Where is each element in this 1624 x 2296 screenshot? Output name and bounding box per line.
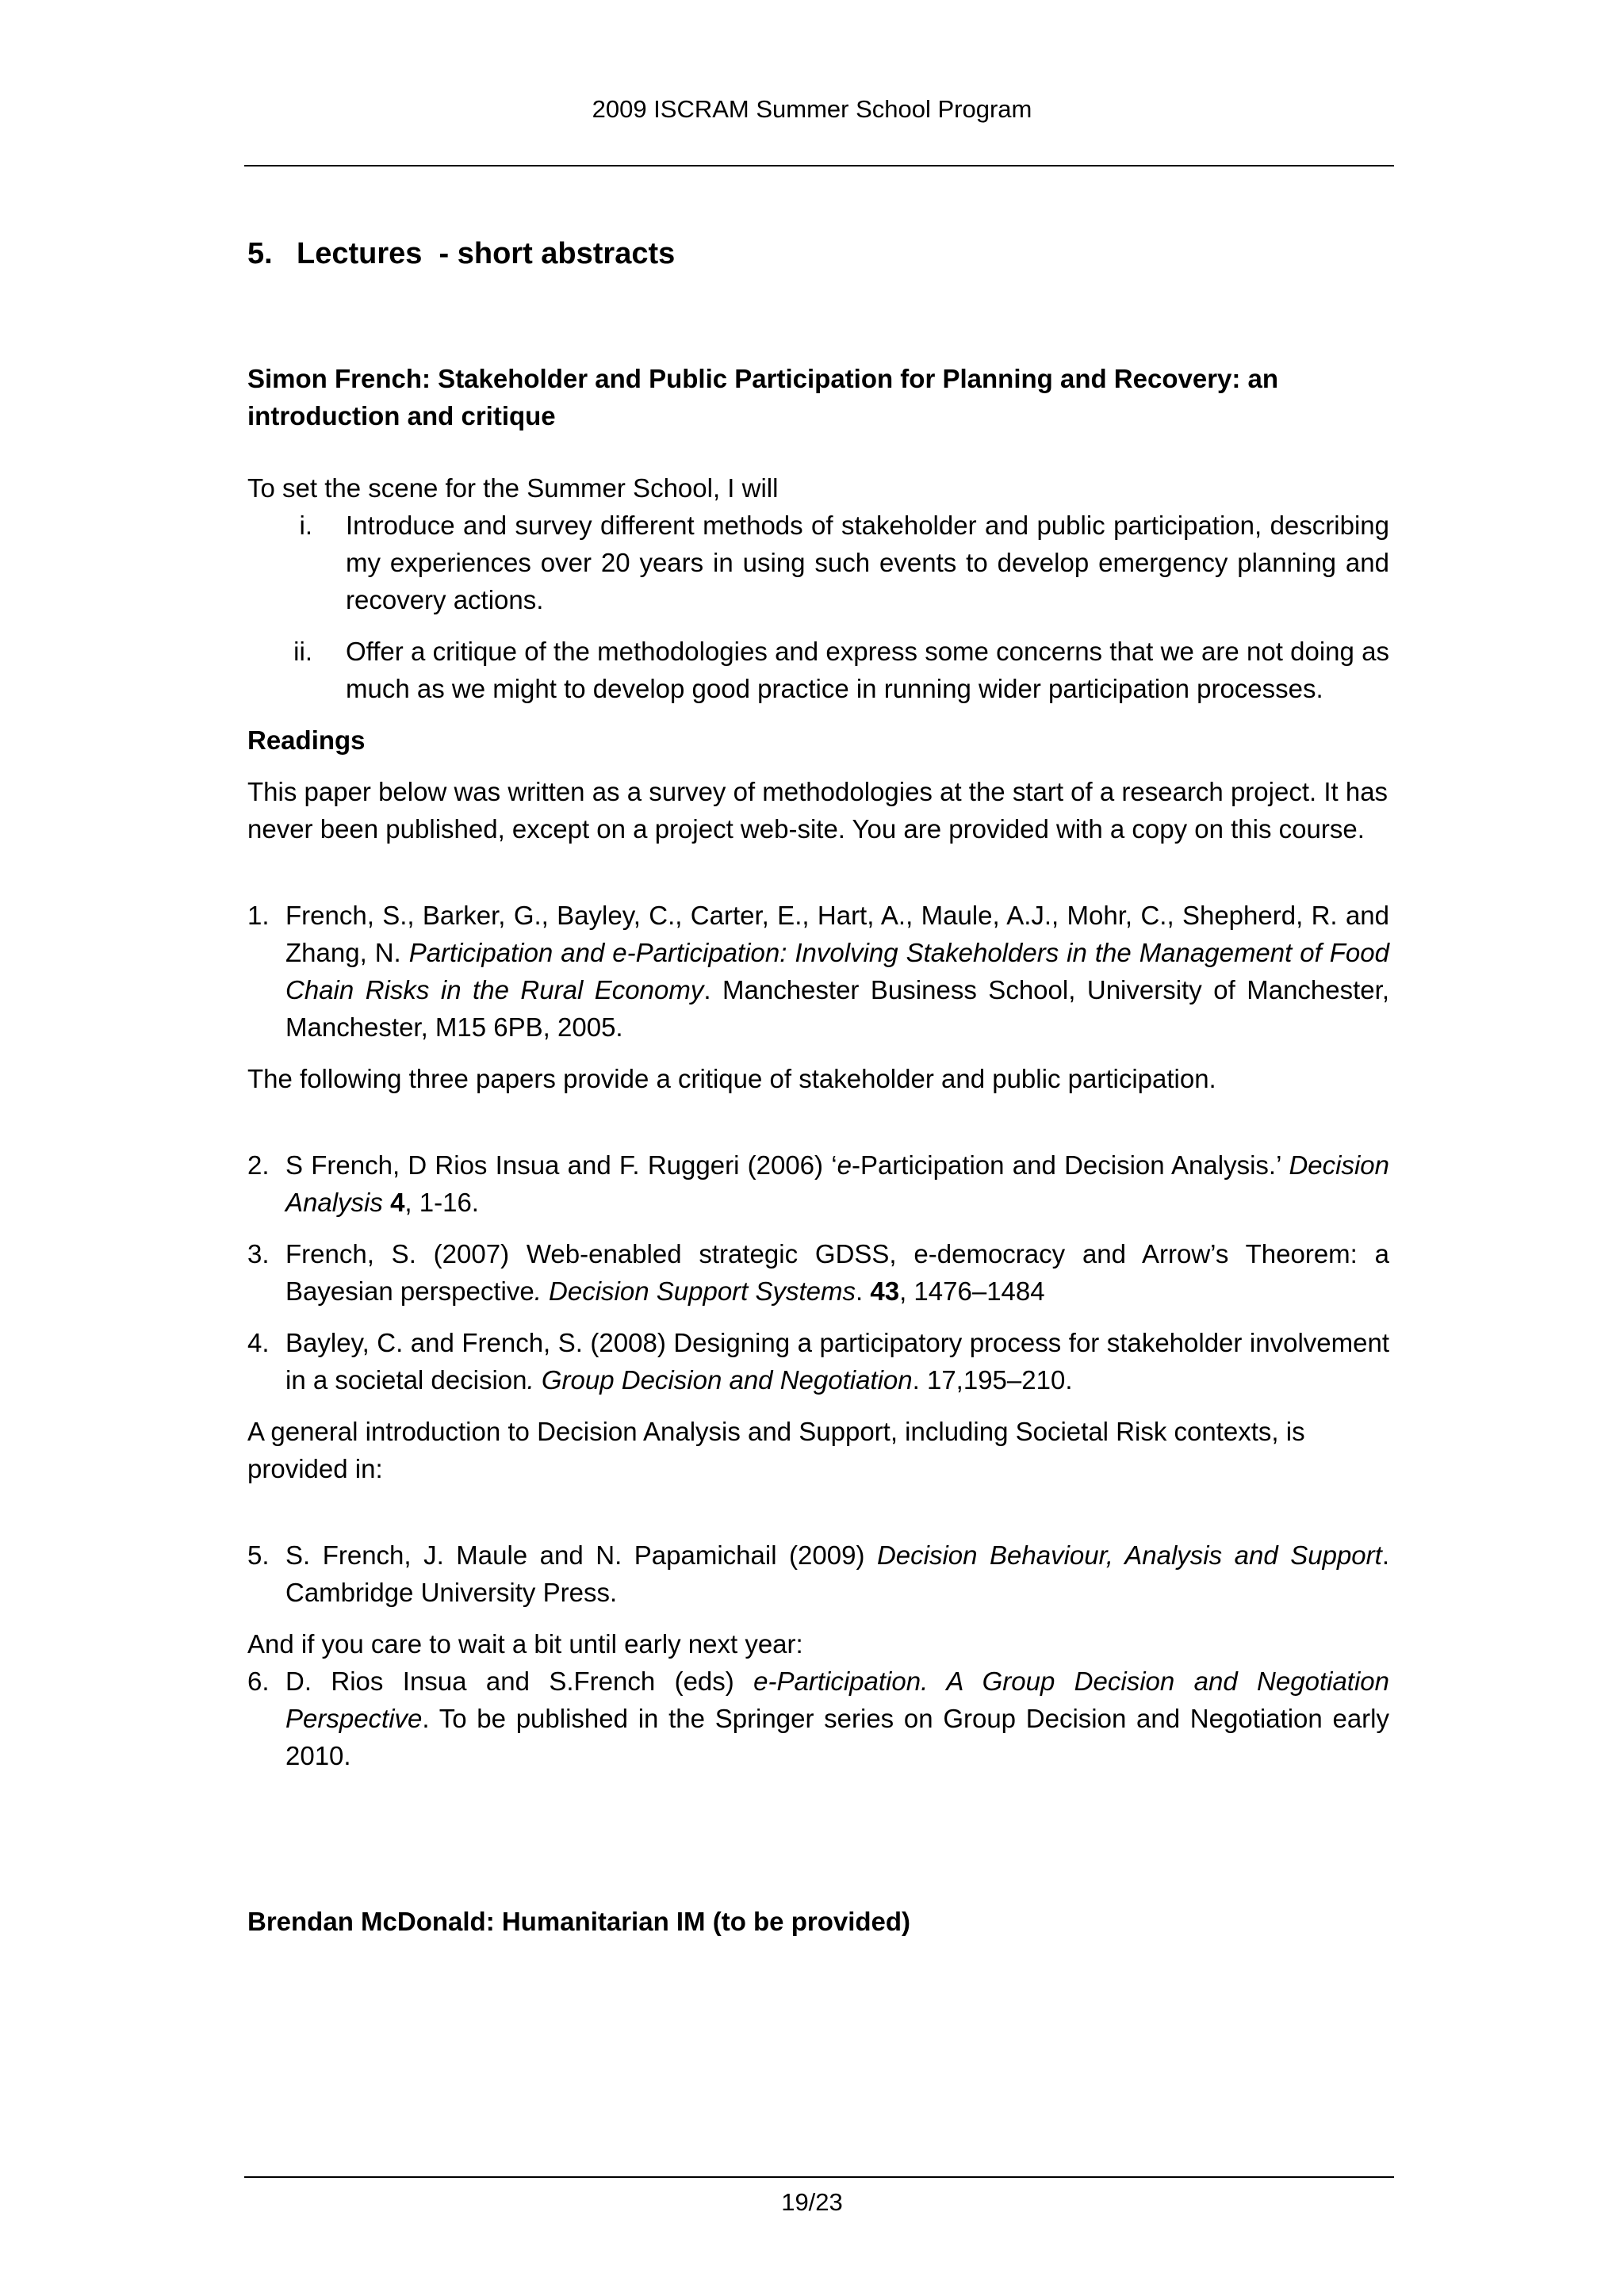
- reference-rest: . To be published in the Springer series on Group Decision and Negotiation early 2010.: [285, 1704, 1389, 1770]
- header-rule: [244, 165, 1394, 166]
- reference-item: [247, 1324, 1389, 1399]
- reference-marker: 4.: [247, 1328, 270, 1357]
- reference-text: S. French, J. Maule and N. Papamichail (2009): [285, 1540, 877, 1570]
- critique-intro: The following three papers provide a critique of stakeholder and public participation.: [247, 1064, 1216, 1093]
- page-number: 19/23: [781, 2188, 843, 2216]
- reference-text: -Participation and Decision Analysis.’: [851, 1150, 1289, 1180]
- list-marker: i.: [299, 511, 312, 540]
- general-intro: A general introduction to Decision Analysis and Support, including Societal Risk contexts, is provided in:: [247, 1417, 1305, 1483]
- page-content: [247, 233, 1389, 1940]
- readings-heading: Readings: [247, 725, 366, 755]
- reference-pages: . 17,195–210.: [912, 1365, 1073, 1395]
- reference-item: [247, 1146, 1389, 1221]
- reference-volume: 4: [390, 1188, 405, 1217]
- list-marker: ii.: [293, 637, 312, 666]
- section-heading: [247, 233, 1389, 274]
- reference-volume: 43: [870, 1276, 900, 1306]
- reference-journal: . Group Decision and Negotiation: [527, 1365, 913, 1395]
- section-number: 5.: [247, 237, 273, 270]
- spacer: [247, 1502, 1389, 1536]
- footer-rule: [244, 2176, 1394, 2178]
- talk-title-french: Simon French: Stakeholder and Public Participation for Planning and Recovery: an introduction and critique: [247, 364, 1279, 430]
- list-item-text: Introduce and survey different methods of stakeholder and public participation, describing my experiences over 20 years in using such events to develop emergency planning and recovery actions.: [346, 511, 1389, 614]
- reference-marker: 5.: [247, 1540, 270, 1570]
- reference-text: Bayley, C. and French, S. (2008) Designing a participatory process for stakeholder involvement in a societal decision: [285, 1328, 1389, 1395]
- reference-title: Participation and e-Participation: Involving Stakeholders in the Management of Food Chain Risks in the Rural Economy: [285, 938, 1389, 1004]
- section-title: Lectures - short abstracts: [297, 237, 676, 270]
- reference-italic-e: e: [837, 1150, 852, 1180]
- reference-rest: . Manchester Business School, University of Manchester, Manchester, M15 6PB, 2005.: [285, 975, 1389, 1042]
- reference-rest: . Cambridge University Press.: [285, 1540, 1389, 1607]
- reference-marker: 1.: [247, 901, 270, 930]
- reference-text: S French, D Rios Insua and F. Ruggeri (2006) ‘: [285, 1150, 837, 1180]
- reference-journal: . Decision Support Systems: [534, 1276, 856, 1306]
- reference-title: e-Participation. A Group Decision and Negotiation Perspective: [285, 1667, 1389, 1733]
- reference-item: [247, 1536, 1389, 1611]
- spacer: [247, 1112, 1389, 1146]
- reference-item: [247, 1235, 1389, 1310]
- reference-marker: 2.: [247, 1150, 270, 1180]
- reference-pages: , 1476–1484: [899, 1276, 1045, 1306]
- reference-title: Decision Behaviour, Analysis and Support: [876, 1540, 1382, 1570]
- wait-intro: And if you care to wait a bit until early next year:: [247, 1629, 803, 1659]
- spacer: [247, 862, 1389, 897]
- reference-journal: Decision Analysis: [285, 1150, 1389, 1217]
- reference-sep: .: [856, 1276, 871, 1306]
- talk-title-mcdonald: Brendan McDonald: Humanitarian IM (to be provided): [247, 1907, 911, 1936]
- reference-marker: 6.: [247, 1667, 270, 1696]
- readings-intro: This paper below was written as a survey of methodologies at the start of a research project. It has never been published, except on a project web-site. You are provided with a copy on this course.: [247, 777, 1388, 844]
- list-item: [247, 633, 1389, 707]
- reference-item: [247, 897, 1389, 1046]
- reference-marker: 3.: [247, 1239, 270, 1269]
- list-item-text: Offer a critique of the methodologies and express some concerns that we are not doing as much as we might to develop good practice in running wider participation processes.: [346, 637, 1389, 703]
- intro-text: To set the scene for the Summer School, I will: [247, 473, 779, 503]
- list-item: [247, 507, 1389, 618]
- reference-text: French, S. (2007) Web-enabled strategic GDSS, e-democracy and Arrow’s Theorem: a Bayesian perspective: [285, 1239, 1389, 1306]
- reference-text: D. Rios Insua and S.French (eds): [285, 1667, 754, 1696]
- page-header: 2009 ISCRAM Summer School Program: [592, 95, 1032, 123]
- reference-pages: , 1-16.: [404, 1188, 479, 1217]
- reference-item: [247, 1663, 1389, 1774]
- reference-authors: French, S., Barker, G., Bayley, C., Carter, E., Hart, A., Maule, A.J., Mohr, C., Shepherd, R. and Zhang, N.: [285, 901, 1389, 967]
